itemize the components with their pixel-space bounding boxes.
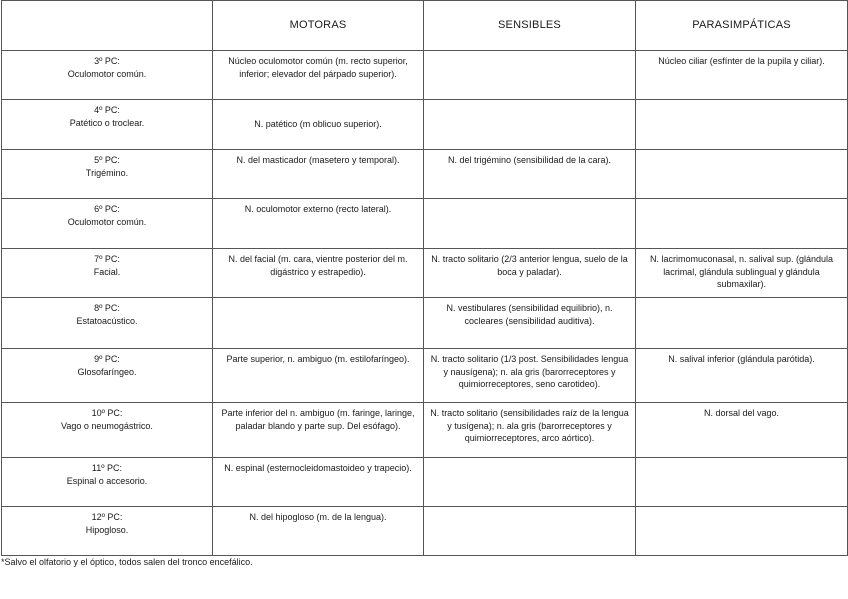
- sensibles-cell: N. tracto solitario (1/3 post. Sensibilidades lengua y nausígena); n. ala gris (barorreceptores y quimiorreceptores, seno carotideo).: [424, 349, 636, 403]
- nerve-name: Estatoacústico.: [76, 315, 138, 326]
- sensibles-cell: N. del trigémino (sensibilidad de la cara).: [424, 150, 636, 199]
- sensibles-cell: [424, 507, 636, 556]
- nerve-cell: [2, 349, 213, 403]
- parasimpaticas-cell: [636, 298, 848, 349]
- cranial-nerves-table: [1, 0, 848, 556]
- parasimpaticas-cell: N. salival inferior (glándula parótida).: [636, 349, 848, 403]
- nerve-name: Oculomotor común.: [67, 68, 147, 79]
- table-row: [2, 458, 848, 507]
- nerve-cell: [2, 150, 213, 199]
- nerve-number: 10º PC:: [91, 408, 123, 418]
- parasimpaticas-cell: N. dorsal del vago.: [636, 403, 848, 458]
- nerve-number: 6º PC:: [94, 204, 120, 214]
- nerve-cell: [2, 458, 213, 507]
- nerve-cell: [2, 249, 213, 298]
- sensibles-cell: N. vestibulares (sensibilidad equilibrio), n. cocleares (sensibilidad auditiva).: [424, 298, 636, 349]
- footnote: *Salvo el olfatorio y el óptico, todos salen del tronco encefálico.: [1, 557, 253, 567]
- table-row: [2, 249, 848, 298]
- sensibles-cell: N. tracto solitario (2/3 anterior lengua, suelo de la boca y paladar).: [424, 249, 636, 298]
- nerve-name: Glosofaríngeo.: [77, 366, 137, 377]
- nerve-number: 11º PC:: [91, 463, 123, 473]
- table-row: [2, 403, 848, 458]
- table-row: [2, 100, 848, 150]
- table-row: [2, 51, 848, 100]
- sensibles-cell: [424, 100, 636, 150]
- nerve-number: 3º PC:: [94, 56, 120, 66]
- nerve-number: 7º PC:: [94, 254, 120, 264]
- motoras-cell: N. oculomotor externo (recto lateral).: [213, 199, 424, 249]
- sensibles-cell: [424, 51, 636, 100]
- motoras-cell: [213, 100, 424, 150]
- motoras-text: N. patético (m oblicuo superior).: [254, 119, 382, 130]
- header-row: [2, 1, 848, 51]
- nerve-name: Facial.: [93, 266, 121, 277]
- parasimpaticas-cell: Núcleo ciliar (esfínter de la pupila y ciliar).: [636, 51, 848, 100]
- nerve-cell: [2, 51, 213, 100]
- header-motoras: MOTORAS: [213, 1, 424, 51]
- header-empty-cell: [2, 1, 213, 51]
- parasimpaticas-cell: [636, 150, 848, 199]
- table-row: [2, 507, 848, 556]
- sensibles-cell: [424, 199, 636, 249]
- motoras-cell: N. del facial (m. cara, vientre posterior del m. digástrico y estrapedio).: [213, 249, 424, 298]
- motoras-cell: N. del hipogloso (m. de la lengua).: [213, 507, 424, 556]
- table-row: [2, 298, 848, 349]
- sensibles-cell: N. tracto solitario (sensibilidades raíz de la lengua y tusígena); n. ala gris (barorreceptores y quimiorreceptores, arco aórtico).: [424, 403, 636, 458]
- sensibles-cell: [424, 458, 636, 507]
- motoras-cell: Parte inferior del n. ambiguo (m. faringe, laringe, paladar blando y parte sup. Del esófago).: [213, 403, 424, 458]
- nerve-number: 5º PC:: [94, 155, 120, 165]
- table-row: [2, 199, 848, 249]
- nerve-name: Espinal o accesorio.: [66, 475, 148, 486]
- nerve-name: Vago o neumogástrico.: [61, 420, 153, 431]
- nerve-cell: [2, 507, 213, 556]
- nerve-cell: [2, 100, 213, 150]
- nerve-number: 12º PC:: [91, 512, 123, 522]
- parasimpaticas-cell: [636, 458, 848, 507]
- table-row: [2, 150, 848, 199]
- nerve-cell: [2, 298, 213, 349]
- nerve-name: Trigémino.: [85, 167, 129, 178]
- motoras-cell: [213, 298, 424, 349]
- nerve-name: Hipogloso.: [85, 524, 129, 535]
- nerve-cell: [2, 199, 213, 249]
- motoras-cell: Parte superior, n. ambiguo (m. estilofaríngeo).: [213, 349, 424, 403]
- parasimpaticas-cell: [636, 507, 848, 556]
- nerve-number: 8º PC:: [94, 303, 120, 313]
- motoras-cell: Núcleo oculomotor común (m. recto superior, inferior; elevador del párpado superior).: [213, 51, 424, 100]
- motoras-cell: N. espinal (esternocleidomastoideo y trapecio).: [213, 458, 424, 507]
- header-sensibles: SENSIBLES: [424, 1, 636, 51]
- nerve-name: Patético o troclear.: [69, 117, 145, 128]
- table-row: [2, 349, 848, 403]
- header-parasimpaticas: PARASIMPÁTICAS: [636, 1, 848, 51]
- parasimpaticas-cell: N. lacrimomuconasal, n. salival sup. (glándula lacrimal, glándula sublingual y glándula submaxilar).: [636, 249, 848, 298]
- nerve-number: 9º PC:: [94, 354, 120, 364]
- parasimpaticas-cell: [636, 100, 848, 150]
- nerve-number: 4º PC:: [94, 105, 120, 115]
- motoras-cell: N. del masticador (masetero y temporal).: [213, 150, 424, 199]
- nerve-cell: [2, 403, 213, 458]
- parasimpaticas-cell: [636, 199, 848, 249]
- nerve-name: Oculomotor común.: [67, 216, 147, 227]
